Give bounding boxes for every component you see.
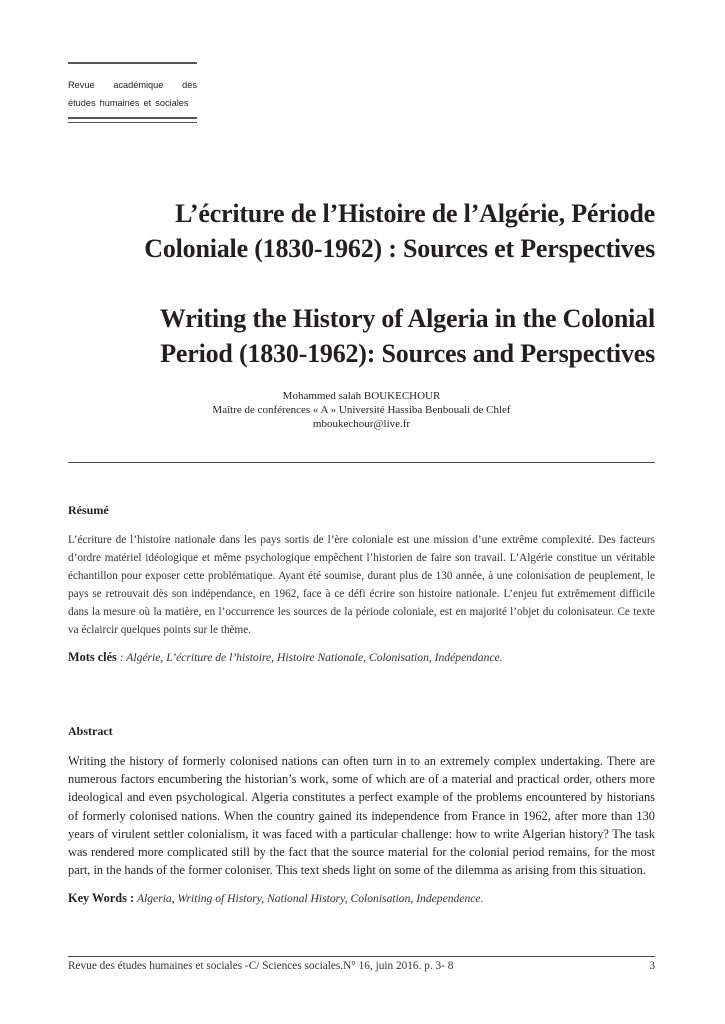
abstract-section xyxy=(68,724,655,906)
author-email: mboukechour@live.fr xyxy=(312,418,411,430)
journal-word: académique xyxy=(113,80,164,90)
resume-keywords-list: : Algérie, L’écriture de l’histoire, Histoire Nationale, Colonisation, Indépendance. xyxy=(119,650,503,664)
journal-header xyxy=(68,62,197,123)
resume-text: L’écriture de l’histoire nationale dans les pays sortis de l’ère coloniale est une mission d’une extrême complexité. Des facteurs d’ordre matériel idéologique et même psychologique empêchent l’historien de faire son travail. L’Algérie constitue un véritable échantillon pour exposer cette problématique. Ayant été soumise, durant plus de 130 année, à une colonisation de peuplement, le pays se retrouvait dès son indépendance, en 1962, face à ce défi écrire son histoire nationale. L’enjeu fut extrêmement difficile dans la mesure où la matière, en l’occurrence les sources de la période coloniale, est en majorité l’objet du colonisateur. Ce texte va éclaircir quelques points sur le thème. xyxy=(68,534,655,637)
title-french-line-2: Coloniale (1830-1962) : Sources et Perspectives xyxy=(144,234,655,263)
journal-bottom-rule-thin xyxy=(68,122,197,123)
page-footer xyxy=(68,960,655,972)
journal-word: Revue xyxy=(68,80,95,90)
resume-keywords-label: Mots clés xyxy=(68,649,117,664)
title-english-line-2: Period (1830-1962): Sources and Perspectives xyxy=(160,339,655,368)
footer-citation: Revue des études humaines et sociales -C/ Sciences sociales.N° 16, juin 2016. p. 3- 8 xyxy=(68,960,454,972)
abstract-keywords xyxy=(68,891,655,906)
journal-name-line-1 xyxy=(68,78,197,92)
title-french-line-1: L’écriture de l’Histoire de l’Algérie, Période xyxy=(175,199,655,228)
title-french xyxy=(55,196,655,266)
author-name: Mohammed salah BOUKECHOUR xyxy=(282,390,441,402)
resume-keywords xyxy=(68,650,655,665)
author-block xyxy=(68,389,655,431)
abstract-keywords-label: Key Words : xyxy=(68,891,135,906)
abstract-heading: Abstract xyxy=(68,724,113,738)
footer-divider xyxy=(68,956,655,957)
author-affiliation: Maître de conférences « A » Université Hassiba Benbouali de Chlef xyxy=(212,404,511,416)
page-number: 3 xyxy=(649,960,655,972)
abstract-keywords-list: Algeria, Writing of History, National History, Colonisation, Independence. xyxy=(136,892,484,906)
journal-bottom-rule xyxy=(68,117,197,119)
resume-section xyxy=(68,503,655,665)
title-english-line-1: Writing the History of Algeria in the Colonial xyxy=(159,304,655,333)
journal-name xyxy=(68,64,197,117)
resume-heading: Résumé xyxy=(68,503,109,517)
journal-word: des xyxy=(182,80,197,90)
author-divider xyxy=(68,462,655,463)
article-titles xyxy=(55,196,655,371)
journal-name-line-2: études humaines et sociales xyxy=(68,98,189,108)
abstract-text: Writing the history of formerly colonised nations can often turn in to an extremely complex undertaking. There are numerous factors encumbering the historian’s work, some of which are of a material and practical order, others more ideological and even psychological. Algeria constitutes a perfect example of the problems encountered by historians of formerly colonised nations. When the country gained its independence from France in 1962, after more than 130 years of virulent settler colonialism, it was faced with a particular challenge: how to write Algerian history? The task was rendered more complicated still by the fact that the source material for the colonial period remains, for the most part, in the hands of the former coloniser. This text sheds light on some of the dilemma as arising from this situation. xyxy=(68,754,655,878)
title-english xyxy=(55,301,655,371)
